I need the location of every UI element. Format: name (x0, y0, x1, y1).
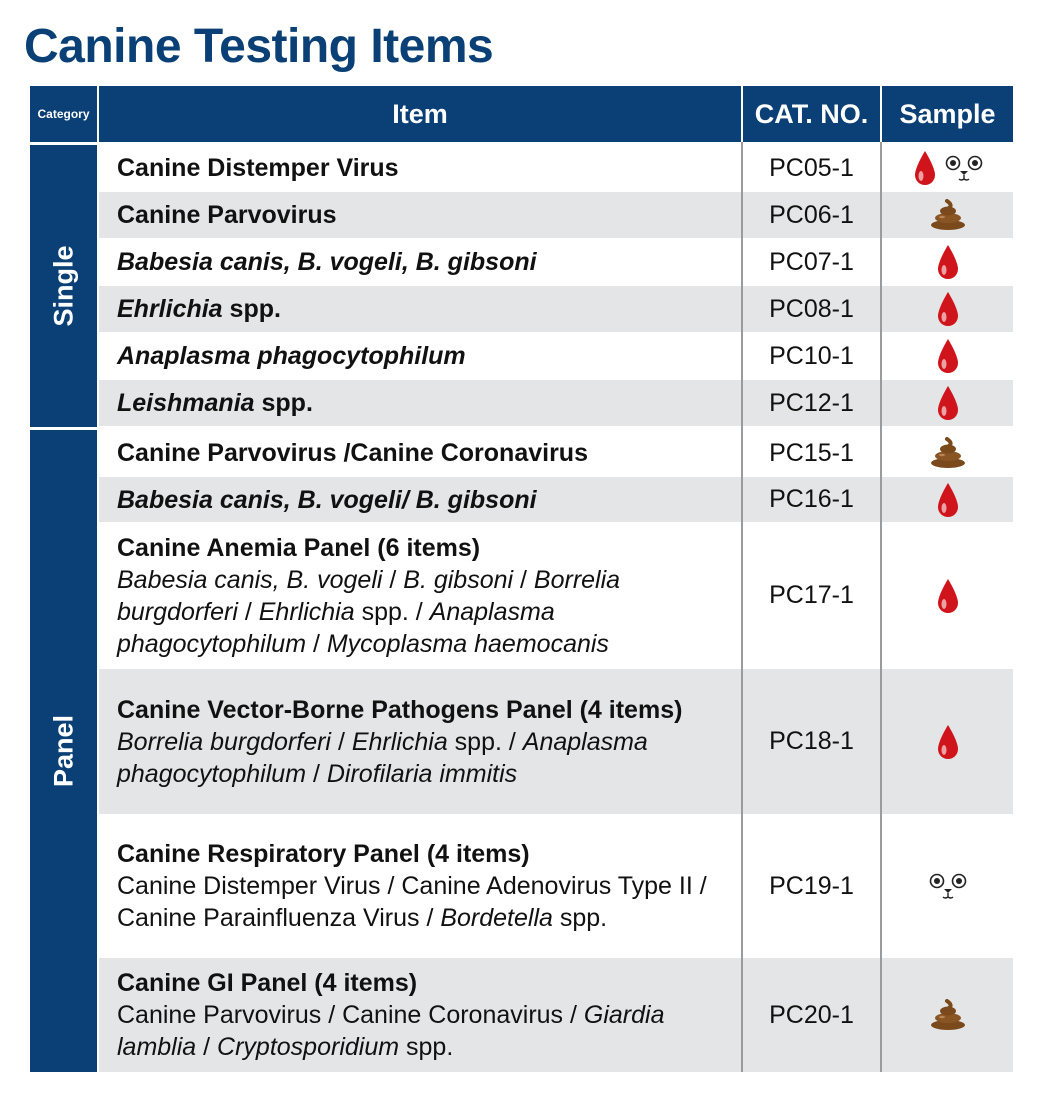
item-cell (117, 430, 737, 476)
item-cell (117, 523, 737, 668)
item-name: Ehrlichia spp. (117, 295, 281, 323)
organism-name: Bordetella (440, 904, 553, 932)
item-name: Leishmania spp. (117, 389, 313, 417)
organism-name: Anaplasma phagocytophilum (117, 597, 555, 658)
item-name: Canine Distemper Virus (117, 154, 399, 182)
header-item: Item (99, 86, 741, 142)
item-cell (117, 333, 737, 379)
organism-name: Anaplasma phagocytophilum (117, 727, 648, 788)
column-divider-catno (880, 142, 882, 1072)
header-cat-no: CAT. NO. (743, 86, 880, 142)
item-cell (117, 477, 737, 522)
table-row (99, 958, 1013, 1072)
cat-no-cell: PC08-1 (769, 294, 854, 323)
organism-name: Babesia canis, B. vogeli (117, 565, 383, 594)
item-name-italic: Leishmania (117, 389, 255, 417)
blood-drop-icon (912, 149, 938, 187)
sample-cell (882, 286, 1013, 332)
table-row (99, 815, 1013, 957)
feces-icon (929, 437, 967, 469)
cat-no-cell: PC05-1 (769, 153, 854, 182)
sample-cell (882, 430, 1013, 476)
category-single-label: Single (48, 245, 78, 327)
item-name: Canine Vector-Borne Pathogens Panel (4 items) (117, 695, 683, 724)
cat-no-cell: PC16-1 (769, 485, 854, 513)
item-name: Canine Respiratory Panel (4 items) (117, 840, 530, 868)
organism-name: Ehrlichia (351, 727, 448, 756)
table-row (99, 430, 1013, 476)
sample-cell (882, 958, 1013, 1072)
cat-no-cell: PC18-1 (769, 727, 854, 755)
table-row (99, 192, 1013, 238)
item-name: Canine Parvovirus /Canine Coronavirus (117, 439, 588, 467)
feces-icon (929, 999, 967, 1031)
organism-name: Mycoplasma haemocanis (326, 629, 609, 658)
table-row (99, 145, 1013, 191)
table-row (99, 380, 1013, 426)
item-cell (117, 239, 737, 285)
blood-drop-icon (935, 384, 961, 422)
eye-nose-icon (944, 154, 984, 182)
item-name: Canine Anemia Panel (6 items) (117, 533, 481, 562)
cat-no-cell: PC07-1 (769, 247, 854, 276)
blood-drop-icon (935, 290, 961, 328)
item-description: Canine Parvovirus / Canine Coronavirus / Giardia lamblia / Cryptosporidium spp. (117, 1001, 665, 1061)
sample-cell (882, 333, 1013, 379)
table-row (99, 333, 1013, 379)
sample-cell (882, 192, 1013, 238)
item-cell (117, 192, 737, 238)
item-name: Anaplasma phagocytophilum (117, 342, 466, 370)
sample-cell (882, 145, 1013, 191)
item-cell (117, 958, 737, 1072)
column-divider-item (741, 142, 743, 1072)
header-category: Category (30, 86, 97, 142)
sample-cell (882, 477, 1013, 522)
item-cell (117, 380, 737, 426)
cat-no-cell: PC10-1 (769, 341, 854, 370)
category-panel (30, 430, 97, 1072)
sample-cell (882, 380, 1013, 426)
item-cell (117, 815, 737, 957)
category-single (30, 145, 97, 427)
sample-cell (882, 815, 1013, 957)
cat-no-cell: PC12-1 (769, 388, 854, 417)
blood-drop-icon (935, 481, 961, 519)
cat-no-cell: PC20-1 (769, 1000, 854, 1029)
item-name: Canine GI Panel (4 items) (117, 969, 418, 997)
page-title: Canine Testing Items (24, 20, 494, 73)
organism-name: Borrelia burgdorferi (117, 565, 621, 626)
eye-nose-icon (928, 872, 968, 900)
sample-cell (882, 523, 1013, 668)
item-cell (117, 145, 737, 191)
cat-no-cell: PC19-1 (769, 871, 854, 900)
item-name: Canine Parvovirus (117, 201, 337, 229)
table-row (99, 286, 1013, 332)
organism-name: Giardia lamblia (117, 1001, 665, 1061)
feces-icon (929, 199, 967, 231)
item-name-italic: Ehrlichia (117, 295, 223, 323)
blood-drop-icon (935, 243, 961, 281)
cat-no-cell: PC06-1 (769, 200, 854, 229)
blood-drop-icon (935, 723, 961, 761)
organism-name: Ehrlichia (258, 597, 355, 626)
blood-drop-icon (935, 337, 961, 375)
table-row (99, 523, 1013, 668)
sample-cell (882, 239, 1013, 285)
item-name: Babesia canis, B. vogeli/ B. gibsoni (117, 485, 537, 514)
cat-no-cell: PC15-1 (769, 438, 854, 467)
item-cell (117, 286, 737, 332)
blood-drop-icon (935, 577, 961, 615)
cat-no-cell: PC17-1 (769, 581, 854, 609)
item-name: Babesia canis, B. vogeli, B. gibsoni (117, 248, 537, 276)
item-description: Borrelia burgdorferi / Ehrlichia spp. / Anaplasma phagocytophilum / Dirofilaria immitis (117, 727, 648, 788)
sample-cell (882, 669, 1013, 814)
table-row (99, 239, 1013, 285)
table-row (99, 477, 1013, 522)
item-description: Canine Distemper Virus / Canine Adenovirus Type II / Canine Parainfluenza Virus / Bordetella spp. (117, 872, 707, 932)
organism-name: B. gibsoni (403, 565, 514, 594)
organism-name: Borrelia burgdorferi (117, 727, 331, 756)
table-row (99, 669, 1013, 814)
organism-name: Cryptosporidium (217, 1033, 400, 1061)
organism-name: Dirofilaria immitis (326, 759, 518, 788)
item-description: Babesia canis, B. vogeli / B. gibsoni / Borrelia burgdorferi / Ehrlichia spp. / Anaplasma phagocytophilum / Mycoplasma haemocanis (117, 565, 621, 658)
item-cell (117, 669, 737, 814)
category-panel-label: Panel (48, 714, 78, 788)
header-sample: Sample (882, 86, 1013, 142)
